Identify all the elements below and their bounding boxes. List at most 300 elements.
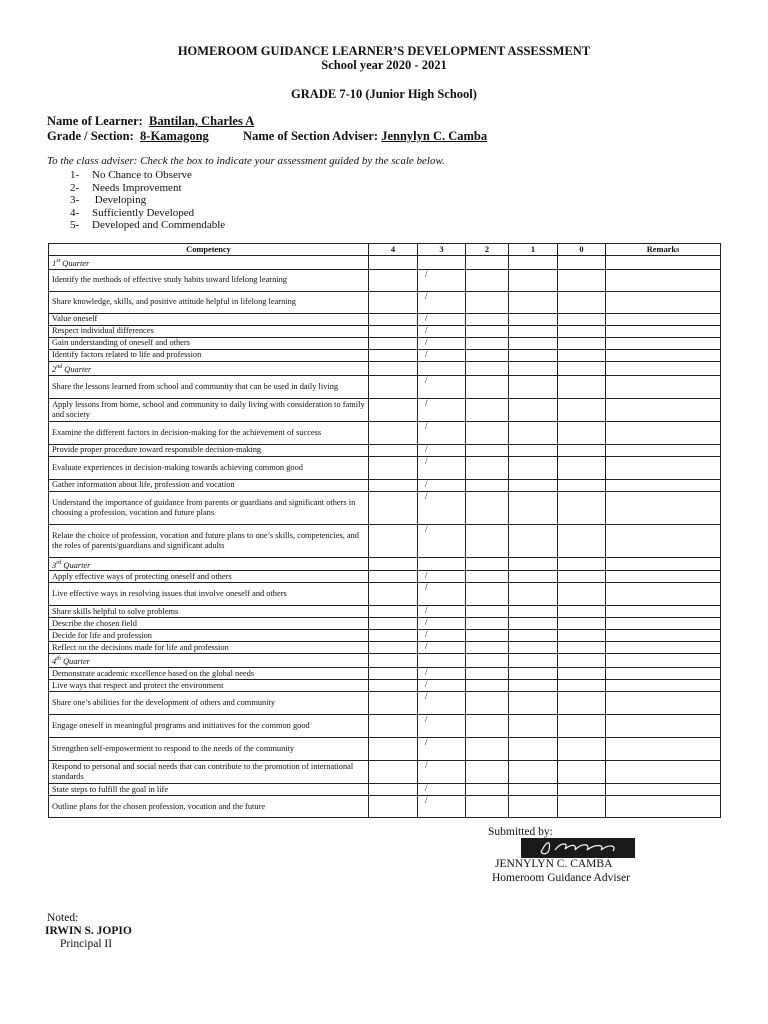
principal-name: IRWIN S. JOPIO — [45, 925, 132, 937]
table-row — [49, 269, 721, 291]
score-cell[interactable] — [466, 444, 509, 456]
score-cell[interactable] — [558, 606, 606, 618]
score-cell[interactable] — [369, 583, 418, 606]
score-cell[interactable] — [558, 421, 606, 444]
score-cell[interactable] — [558, 375, 606, 398]
score-cell[interactable] — [369, 291, 418, 313]
score-cell[interactable] — [558, 337, 606, 349]
score-cell[interactable] — [369, 784, 418, 796]
competency-cell: Outline plans for the chosen profession, vocation and the future — [49, 796, 369, 818]
adviser-title: Homeroom Guidance Adviser — [492, 872, 630, 884]
competency-cell: Respect individual differences — [49, 325, 369, 337]
table-row — [49, 738, 721, 761]
signature-icon — [521, 838, 635, 858]
remarks-cell — [606, 456, 721, 479]
score-cell[interactable] — [418, 349, 466, 361]
score-cell[interactable] — [466, 606, 509, 618]
score-cell[interactable] — [558, 491, 606, 524]
check-mark: / — [425, 570, 428, 581]
score-cell[interactable] — [466, 668, 509, 680]
grade-section-value: 8-Kamagong — [140, 129, 209, 143]
score-cell[interactable] — [509, 761, 558, 784]
table-row — [49, 398, 721, 421]
competency-cell: Live ways that respect and protect the environment — [49, 680, 369, 692]
score-cell[interactable] — [466, 421, 509, 444]
score-cell[interactable] — [369, 325, 418, 337]
header-score-4: 4 — [369, 244, 418, 256]
score-cell[interactable] — [558, 630, 606, 642]
adviser-name: JENNYLYN C. CAMBA — [495, 858, 613, 870]
quarter-row — [49, 361, 721, 375]
score-cell[interactable] — [558, 668, 606, 680]
score-cell[interactable] — [418, 456, 466, 479]
score-cell[interactable] — [369, 313, 418, 325]
check-mark: / — [425, 269, 428, 279]
score-cell[interactable] — [418, 715, 466, 738]
competency-cell: Share the lessons learned from school and community that can be used in daily living — [49, 375, 369, 398]
score-cell[interactable] — [418, 796, 466, 818]
score-cell[interactable] — [509, 606, 558, 618]
table-row — [49, 784, 721, 796]
header-score-0: 0 — [558, 244, 606, 256]
score-cell[interactable] — [466, 796, 509, 818]
check-mark: / — [425, 605, 428, 616]
competency-cell: Gather information about life, profession and vocation — [49, 479, 369, 491]
score-cell[interactable] — [418, 325, 466, 337]
score-cell[interactable] — [466, 479, 509, 491]
score-cell[interactable] — [369, 618, 418, 630]
competency-cell: Relate the choice of profession, vocation and future plans to one’s skills, competencies, and the roles of parents/guardians and significant adults — [49, 524, 369, 557]
check-mark: / — [425, 783, 428, 794]
score-cell[interactable] — [509, 738, 558, 761]
score-cell[interactable] — [466, 313, 509, 325]
table-row — [49, 761, 721, 784]
score-cell[interactable] — [558, 291, 606, 313]
quarter-label: 1st Quarter — [49, 256, 369, 270]
score-cell[interactable] — [509, 630, 558, 642]
score-cell[interactable] — [509, 269, 558, 291]
score-cell — [509, 557, 558, 571]
check-mark: / — [425, 421, 428, 431]
assessment-table — [48, 243, 721, 818]
competency-cell: Share skills helpful to solve problems — [49, 606, 369, 618]
table-row — [49, 444, 721, 456]
check-mark: / — [425, 313, 428, 323]
score-cell[interactable] — [418, 291, 466, 313]
remarks-cell — [606, 361, 721, 375]
score-cell[interactable] — [418, 784, 466, 796]
score-cell[interactable] — [558, 269, 606, 291]
quarter-row — [49, 256, 721, 270]
grade-level: GRADE 7-10 (Junior High School) — [291, 87, 477, 101]
table-row — [49, 618, 721, 630]
score-cell[interactable] — [509, 715, 558, 738]
score-cell[interactable] — [369, 421, 418, 444]
remarks-cell — [606, 491, 721, 524]
learner-name-label: Name of Learner: — [47, 114, 143, 128]
score-cell[interactable] — [418, 524, 466, 557]
header-remarks: Remarks — [606, 244, 721, 256]
remarks-cell — [606, 479, 721, 491]
remarks-cell — [606, 738, 721, 761]
score-cell[interactable] — [466, 571, 509, 583]
competency-cell: Gain understanding of oneself and others — [49, 337, 369, 349]
adviser-label: Name of Section Adviser: — [243, 129, 379, 143]
score-cell[interactable] — [509, 444, 558, 456]
header-score-1: 1 — [509, 244, 558, 256]
score-cell[interactable] — [509, 291, 558, 313]
competency-cell: State steps to fulfill the goal in life — [49, 784, 369, 796]
score-cell — [369, 361, 418, 375]
table-row — [49, 796, 721, 818]
table-header-row — [49, 244, 721, 256]
score-cell[interactable] — [466, 491, 509, 524]
score-cell[interactable] — [418, 313, 466, 325]
score-cell[interactable] — [509, 796, 558, 818]
competency-cell: Respond to personal and social needs that can contribute to the promotion of international standards — [49, 761, 369, 784]
score-cell[interactable] — [418, 606, 466, 618]
competency-cell: Identify factors related to life and profession — [49, 349, 369, 361]
competency-cell: Demonstrate academic excellence based on the global needs — [49, 668, 369, 680]
score-cell[interactable] — [466, 583, 509, 606]
header-score-3: 3 — [418, 244, 466, 256]
score-cell[interactable] — [466, 630, 509, 642]
score-cell[interactable] — [558, 692, 606, 715]
table-row — [49, 680, 721, 692]
score-cell[interactable] — [466, 680, 509, 692]
score-cell[interactable] — [558, 784, 606, 796]
score-cell[interactable] — [418, 398, 466, 421]
check-mark: / — [425, 714, 428, 725]
score-cell — [466, 256, 509, 270]
score-cell — [509, 256, 558, 270]
score-cell[interactable] — [509, 375, 558, 398]
remarks-cell — [606, 325, 721, 337]
check-mark: / — [425, 325, 428, 335]
check-mark: / — [425, 629, 428, 640]
check-mark: / — [425, 582, 428, 593]
score-cell[interactable] — [509, 456, 558, 479]
score-cell[interactable] — [369, 796, 418, 818]
score-cell[interactable] — [466, 692, 509, 715]
remarks-cell — [606, 583, 721, 606]
submitted-by-label: Submitted by: — [488, 826, 553, 838]
score-cell[interactable] — [369, 524, 418, 557]
score-cell — [466, 654, 509, 668]
score-cell[interactable] — [558, 524, 606, 557]
score-cell[interactable] — [558, 618, 606, 630]
score-cell[interactable] — [369, 337, 418, 349]
scale-item: 4- Sufficiently Developed — [70, 206, 195, 219]
score-cell[interactable] — [558, 349, 606, 361]
score-cell[interactable] — [418, 668, 466, 680]
remarks-cell — [606, 784, 721, 796]
noted-label: Noted: — [47, 912, 79, 924]
check-mark: / — [425, 444, 428, 454]
score-cell — [509, 361, 558, 375]
principal-title: Principal II — [60, 938, 113, 950]
table-row — [49, 642, 721, 654]
score-cell[interactable] — [369, 375, 418, 398]
remarks-cell — [606, 375, 721, 398]
scale-item: 1- No Chance to Observe — [70, 169, 192, 181]
score-cell[interactable] — [466, 269, 509, 291]
table-row — [49, 349, 721, 361]
score-cell[interactable] — [418, 630, 466, 642]
table-row — [49, 479, 721, 491]
score-cell[interactable] — [418, 491, 466, 524]
score-cell[interactable] — [509, 349, 558, 361]
score-cell[interactable] — [509, 642, 558, 654]
score-cell[interactable] — [509, 524, 558, 557]
score-cell — [558, 654, 606, 668]
score-cell[interactable] — [509, 680, 558, 692]
score-cell[interactable] — [466, 784, 509, 796]
score-cell — [418, 654, 466, 668]
table-row — [49, 325, 721, 337]
check-mark: / — [425, 479, 428, 489]
score-cell[interactable] — [509, 491, 558, 524]
score-cell[interactable] — [418, 269, 466, 291]
score-cell[interactable] — [558, 583, 606, 606]
table-row — [49, 524, 721, 557]
table-row — [49, 606, 721, 618]
score-cell[interactable] — [369, 680, 418, 692]
score-cell[interactable] — [509, 337, 558, 349]
scale-item: 2- Needs Improvement — [70, 181, 182, 194]
competency-cell: Share knowledge, skills, and positive attitude helpful in lifelong learning — [49, 291, 369, 313]
document-title: HOMEROOM GUIDANCE LEARNER’S DEVELOPMENT ASSESSMENT — [177, 44, 591, 58]
score-cell[interactable] — [466, 375, 509, 398]
score-cell[interactable] — [558, 761, 606, 784]
table-row — [49, 715, 721, 738]
score-cell[interactable] — [466, 618, 509, 630]
score-cell[interactable] — [369, 571, 418, 583]
score-cell[interactable] — [418, 479, 466, 491]
remarks-cell — [606, 692, 721, 715]
score-cell[interactable] — [418, 337, 466, 349]
remarks-cell — [606, 606, 721, 618]
score-cell[interactable] — [369, 456, 418, 479]
remarks-cell — [606, 313, 721, 325]
score-cell[interactable] — [509, 784, 558, 796]
check-mark: / — [425, 456, 428, 466]
scale-item: 5- Developed and Commendable — [70, 219, 226, 231]
remarks-cell — [606, 796, 721, 818]
adviser-value: Jennylyn C. Camba — [381, 129, 488, 143]
score-cell — [369, 654, 418, 668]
remarks-cell — [606, 571, 721, 583]
check-mark: / — [425, 667, 428, 678]
table-row — [49, 491, 721, 524]
check-mark: / — [425, 491, 428, 501]
score-cell[interactable] — [369, 444, 418, 456]
score-cell[interactable] — [466, 715, 509, 738]
remarks-cell — [606, 349, 721, 361]
learner-name-line — [47, 114, 254, 129]
score-cell[interactable] — [369, 491, 418, 524]
score-cell — [369, 256, 418, 270]
score-cell[interactable] — [369, 642, 418, 654]
check-mark: / — [425, 524, 428, 534]
scale-item: 3- Developing — [70, 194, 147, 206]
table-row — [49, 668, 721, 680]
table-row — [49, 456, 721, 479]
remarks-cell — [606, 444, 721, 456]
score-cell[interactable] — [466, 398, 509, 421]
remarks-cell — [606, 269, 721, 291]
competency-cell: Strengthen self-empowerment to respond to the needs of the community — [49, 738, 369, 761]
check-mark: / — [425, 349, 428, 359]
remarks-cell — [606, 642, 721, 654]
competency-cell: Apply effective ways of protecting oneself and others — [49, 571, 369, 583]
score-cell — [369, 557, 418, 571]
check-mark: / — [425, 291, 428, 301]
score-cell[interactable] — [369, 761, 418, 784]
table-row — [49, 421, 721, 444]
score-cell[interactable] — [369, 398, 418, 421]
score-cell[interactable] — [466, 325, 509, 337]
score-cell[interactable] — [558, 571, 606, 583]
learner-name-value: Bantilan, Charles A — [149, 114, 255, 128]
remarks-cell — [606, 654, 721, 668]
score-cell[interactable] — [369, 269, 418, 291]
score-cell[interactable] — [466, 642, 509, 654]
score-cell[interactable] — [369, 606, 418, 618]
remarks-cell — [606, 630, 721, 642]
score-cell — [418, 361, 466, 375]
rating-scale — [70, 169, 225, 232]
check-mark: / — [425, 641, 428, 652]
competency-cell: Share one’s abilities for the development of others and community — [49, 692, 369, 715]
remarks-cell — [606, 715, 721, 738]
table-row — [49, 630, 721, 642]
score-cell[interactable] — [418, 738, 466, 761]
quarter-label: 4th Quarter — [49, 654, 369, 668]
table-row — [49, 583, 721, 606]
competency-cell: Reflect on the decisions made for life and profession — [49, 642, 369, 654]
score-cell[interactable] — [466, 337, 509, 349]
score-cell[interactable] — [509, 313, 558, 325]
competency-cell: Apply lessons from home, school and community to daily living with consideration to family and society — [49, 398, 369, 421]
score-cell — [466, 557, 509, 571]
remarks-cell — [606, 398, 721, 421]
score-cell[interactable] — [369, 715, 418, 738]
score-cell[interactable] — [509, 668, 558, 680]
score-cell[interactable] — [558, 444, 606, 456]
score-cell[interactable] — [558, 680, 606, 692]
score-cell[interactable] — [418, 421, 466, 444]
remarks-cell — [606, 761, 721, 784]
score-cell[interactable] — [418, 680, 466, 692]
score-cell[interactable] — [558, 642, 606, 654]
competency-cell: Examine the different factors in decision-making for the achievement of success — [49, 421, 369, 444]
competency-cell: Understand the importance of guidance from parents or guardians and significant others in choosing a profession, vocation and future plans — [49, 491, 369, 524]
score-cell[interactable] — [558, 313, 606, 325]
score-cell[interactable] — [418, 642, 466, 654]
remarks-cell — [606, 524, 721, 557]
score-cell[interactable] — [369, 630, 418, 642]
score-cell[interactable] — [418, 618, 466, 630]
school-year: School year 2020 - 2021 — [321, 58, 447, 72]
score-cell[interactable] — [466, 761, 509, 784]
score-cell[interactable] — [558, 715, 606, 738]
remarks-cell — [606, 291, 721, 313]
score-cell[interactable] — [558, 479, 606, 491]
score-cell[interactable] — [466, 456, 509, 479]
score-cell — [558, 361, 606, 375]
score-cell[interactable] — [369, 692, 418, 715]
table-row — [49, 375, 721, 398]
score-cell[interactable] — [466, 349, 509, 361]
remarks-cell — [606, 557, 721, 571]
score-cell[interactable] — [369, 738, 418, 761]
score-cell[interactable] — [418, 583, 466, 606]
score-cell[interactable] — [509, 325, 558, 337]
score-cell[interactable] — [509, 421, 558, 444]
quarter-label: 2nd Quarter — [49, 361, 369, 375]
quarter-row — [49, 654, 721, 668]
table-row — [49, 692, 721, 715]
score-cell[interactable] — [558, 456, 606, 479]
score-cell — [418, 256, 466, 270]
header-score-2: 2 — [466, 244, 509, 256]
table-row — [49, 571, 721, 583]
competency-cell: Evaluate experiences in decision-making towards achieving common good — [49, 456, 369, 479]
score-cell[interactable] — [466, 524, 509, 557]
remarks-cell — [606, 680, 721, 692]
score-cell[interactable] — [509, 571, 558, 583]
score-cell[interactable] — [418, 761, 466, 784]
score-cell — [558, 557, 606, 571]
score-cell[interactable] — [558, 398, 606, 421]
quarter-label: 3rd Quarter — [49, 557, 369, 571]
score-cell[interactable] — [509, 583, 558, 606]
score-cell[interactable] — [418, 375, 466, 398]
score-cell[interactable] — [418, 571, 466, 583]
score-cell[interactable] — [369, 349, 418, 361]
score-cell[interactable] — [558, 738, 606, 761]
remarks-cell — [606, 668, 721, 680]
score-cell[interactable] — [509, 692, 558, 715]
score-cell[interactable] — [558, 325, 606, 337]
competency-cell: Engage oneself in meaningful programs and initiatives for the common good — [49, 715, 369, 738]
score-cell[interactable] — [558, 796, 606, 818]
score-cell[interactable] — [509, 618, 558, 630]
competency-cell: Describe the chosen field — [49, 618, 369, 630]
remarks-cell — [606, 256, 721, 270]
score-cell[interactable] — [466, 738, 509, 761]
score-cell — [418, 557, 466, 571]
score-cell[interactable] — [369, 668, 418, 680]
score-cell — [558, 256, 606, 270]
score-cell[interactable] — [418, 444, 466, 456]
competency-cell: Value oneself — [49, 313, 369, 325]
grade-section-line — [47, 129, 487, 144]
score-cell[interactable] — [509, 479, 558, 491]
check-mark: / — [425, 337, 428, 347]
competency-cell: Live effective ways in resolving issues that involve oneself and others — [49, 583, 369, 606]
instructions: To the class adviser: Check the box to indicate your assessment guided by the scale below. — [47, 155, 445, 167]
score-cell[interactable] — [466, 291, 509, 313]
table-row — [49, 337, 721, 349]
remarks-cell — [606, 421, 721, 444]
score-cell[interactable] — [418, 692, 466, 715]
score-cell[interactable] — [369, 479, 418, 491]
score-cell — [509, 654, 558, 668]
table-row — [49, 313, 721, 325]
score-cell[interactable] — [509, 398, 558, 421]
